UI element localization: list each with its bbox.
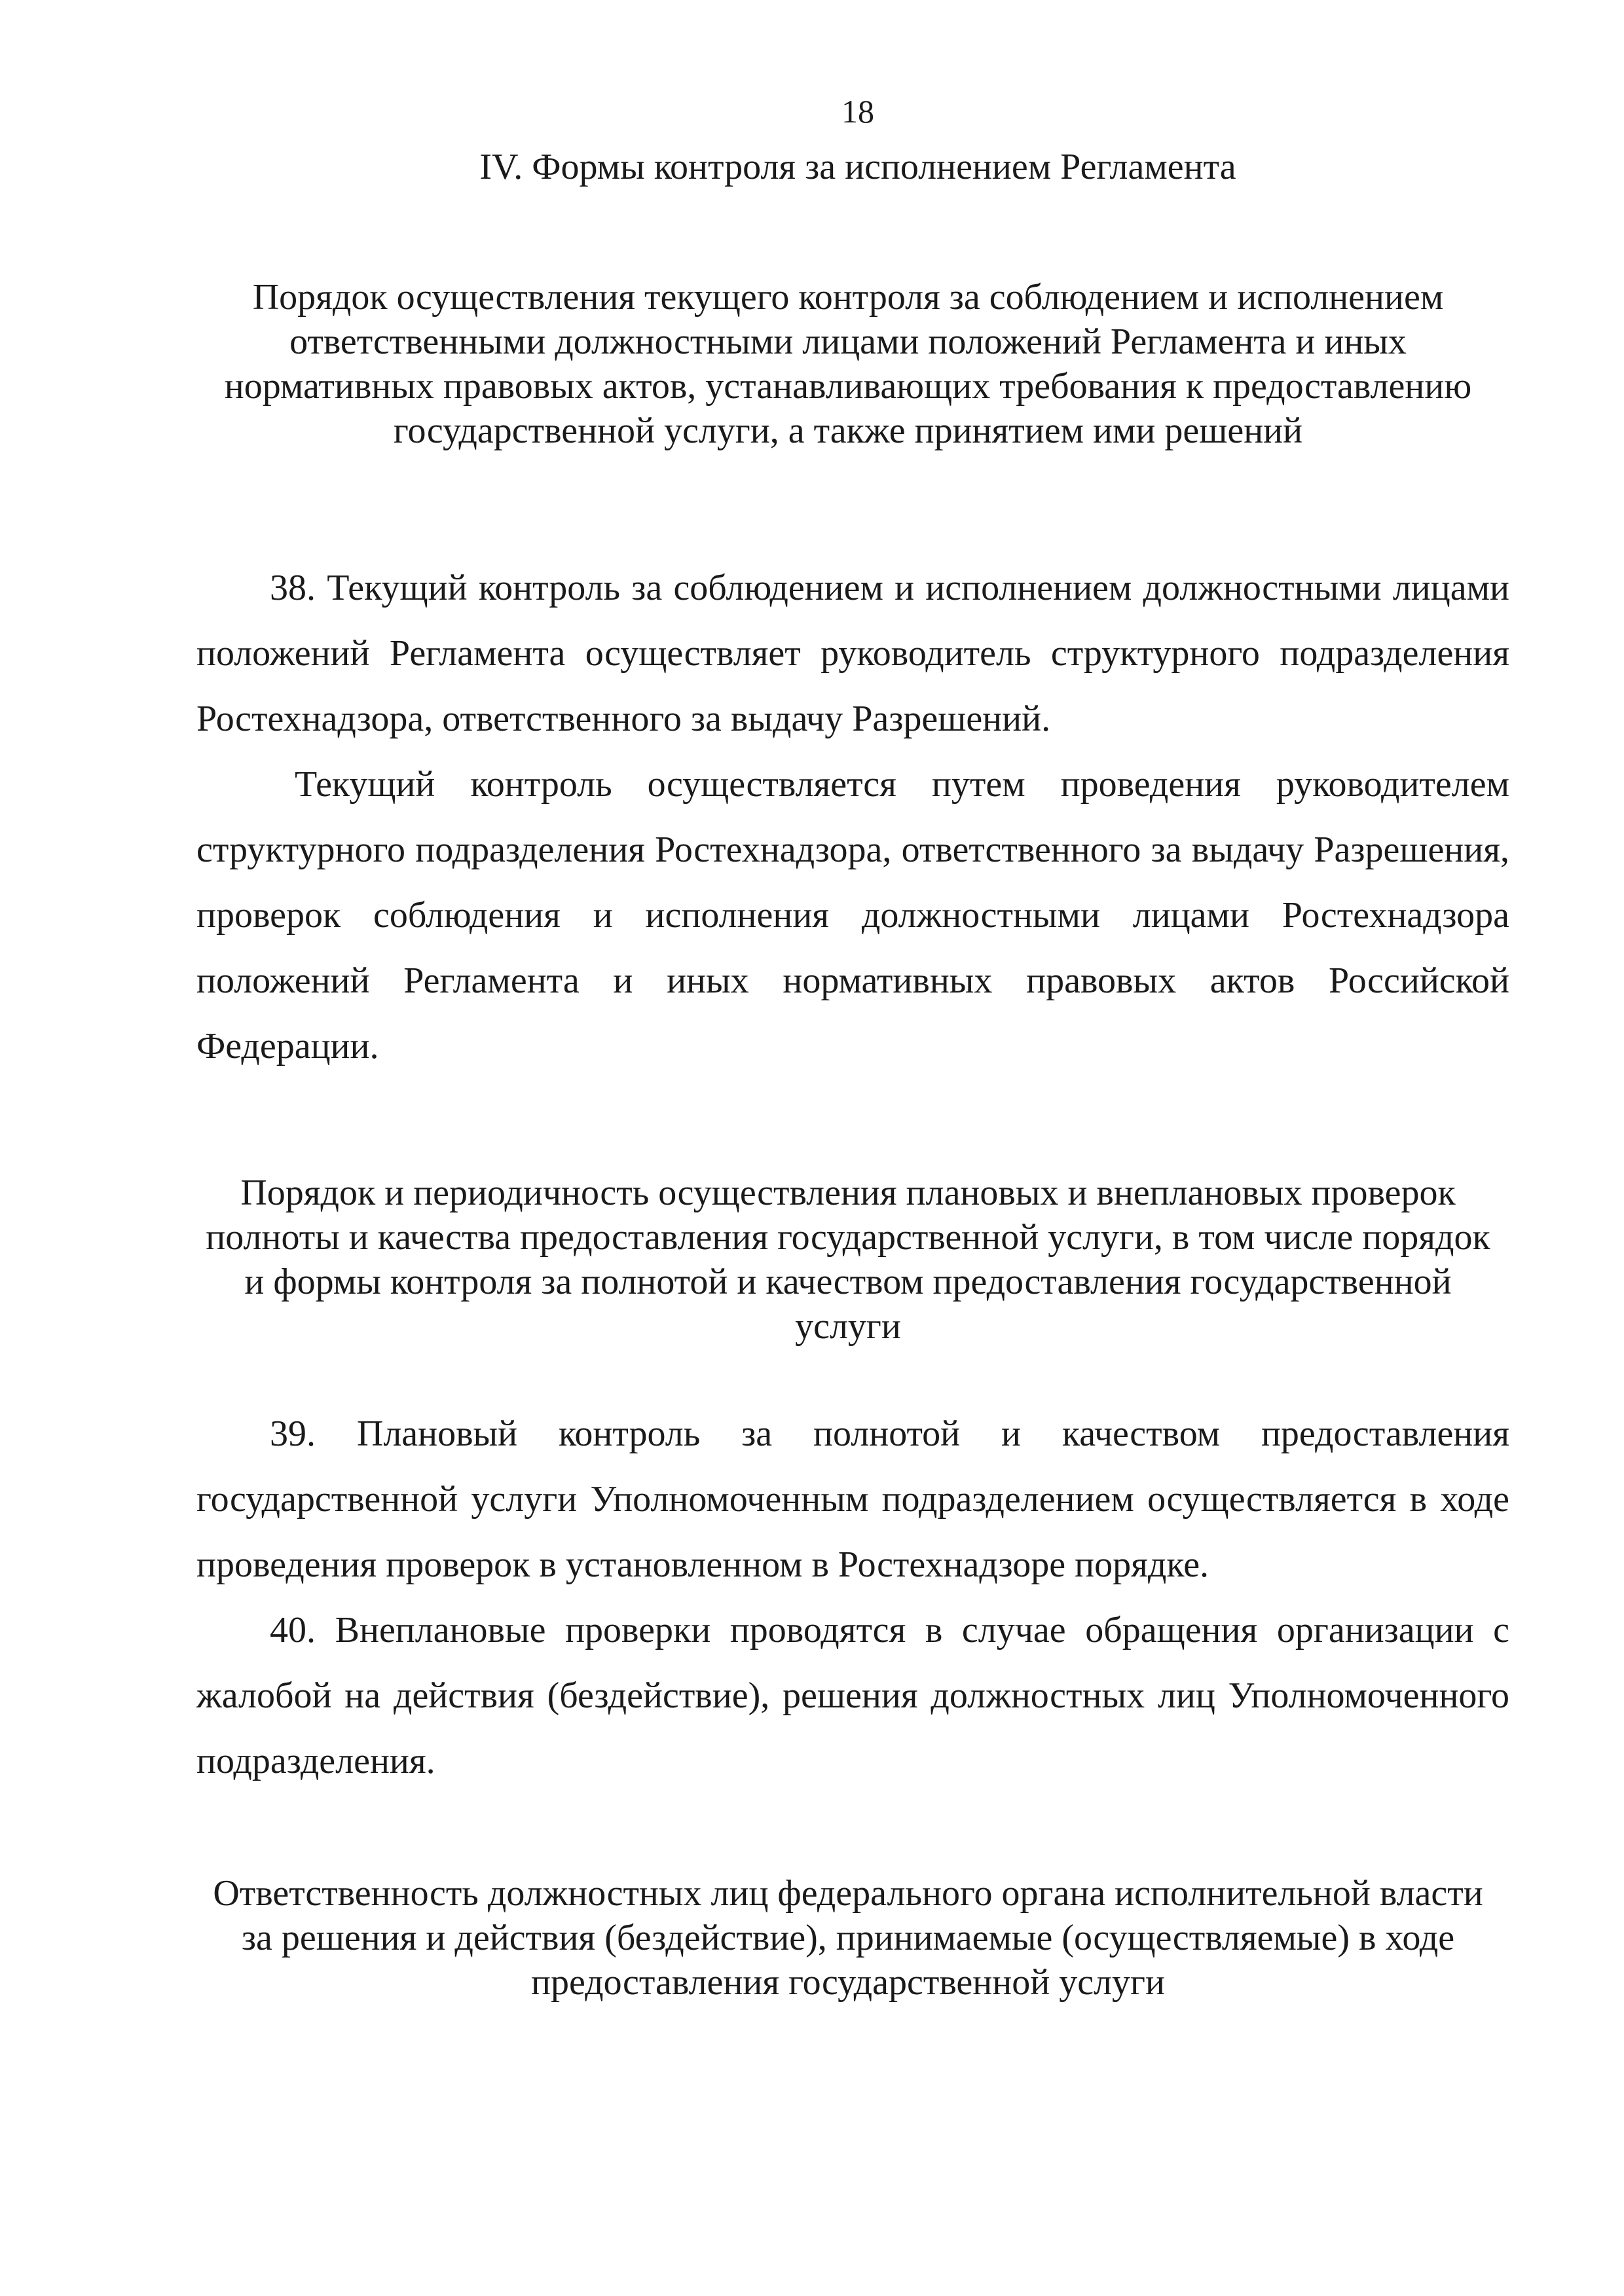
section-heading-inspections: Порядок и периодичность осуществления плановых и внеплановых проверок полноты и качества предоставления государственной услуги, в том числе порядок и формы контроля за полнотой и качеством предоставления государственной услуги [206, 1173, 1490, 1347]
paragraph-39: 39. Плановый контроль за полнотой и качеством предоставления государственной услуги Уполномоченным подразделением осуществляется в ходе проведения проверок в установленном в Ростехнадзоре порядке. [196, 1413, 1509, 1585]
chapter-title: IV. Формы контроля за исполнением Регламента [479, 147, 1236, 187]
paragraph-38-continued: Текущий контроль осуществляется путем проведения руководителем структурного подразделения Ростехнадзора, ответственного за выдачу Разрешения, проверок соблюдения и исполнения должностными лицами Ростехнадзора положений Регламента и иных нормативных правовых актов Российской Федерации. [196, 764, 1509, 1066]
paragraph-38: 38. Текущий контроль за соблюдением и исполнением должностными лицами положений Регламента осуществляет руководитель структурного подразделения Ростехнадзора, ответственного за выдачу Разрешений. [196, 568, 1509, 739]
section-heading-responsibility: Ответственность должностных лиц федерального органа исполнительной власти за решения и действия (бездействие), принимаемые (осуществляемые) в ходе предоставления государственной услуги [213, 1873, 1483, 2003]
paragraph-40: 40. Внеплановые проверки проводятся в случае обращения организации с жалобой на действия (бездействие), решения должностных лиц Уполномоченного подразделения. [196, 1610, 1509, 1781]
page-number: 18 [841, 93, 874, 130]
section-heading-current-control: Порядок осуществления текущего контроля за соблюдением и исполнением ответственными должностными лицами положений Регламента и иных нормативных правовых актов, устанавливающих требования к предоставлению государственной услуги, а также принятием ими решений [224, 277, 1472, 451]
